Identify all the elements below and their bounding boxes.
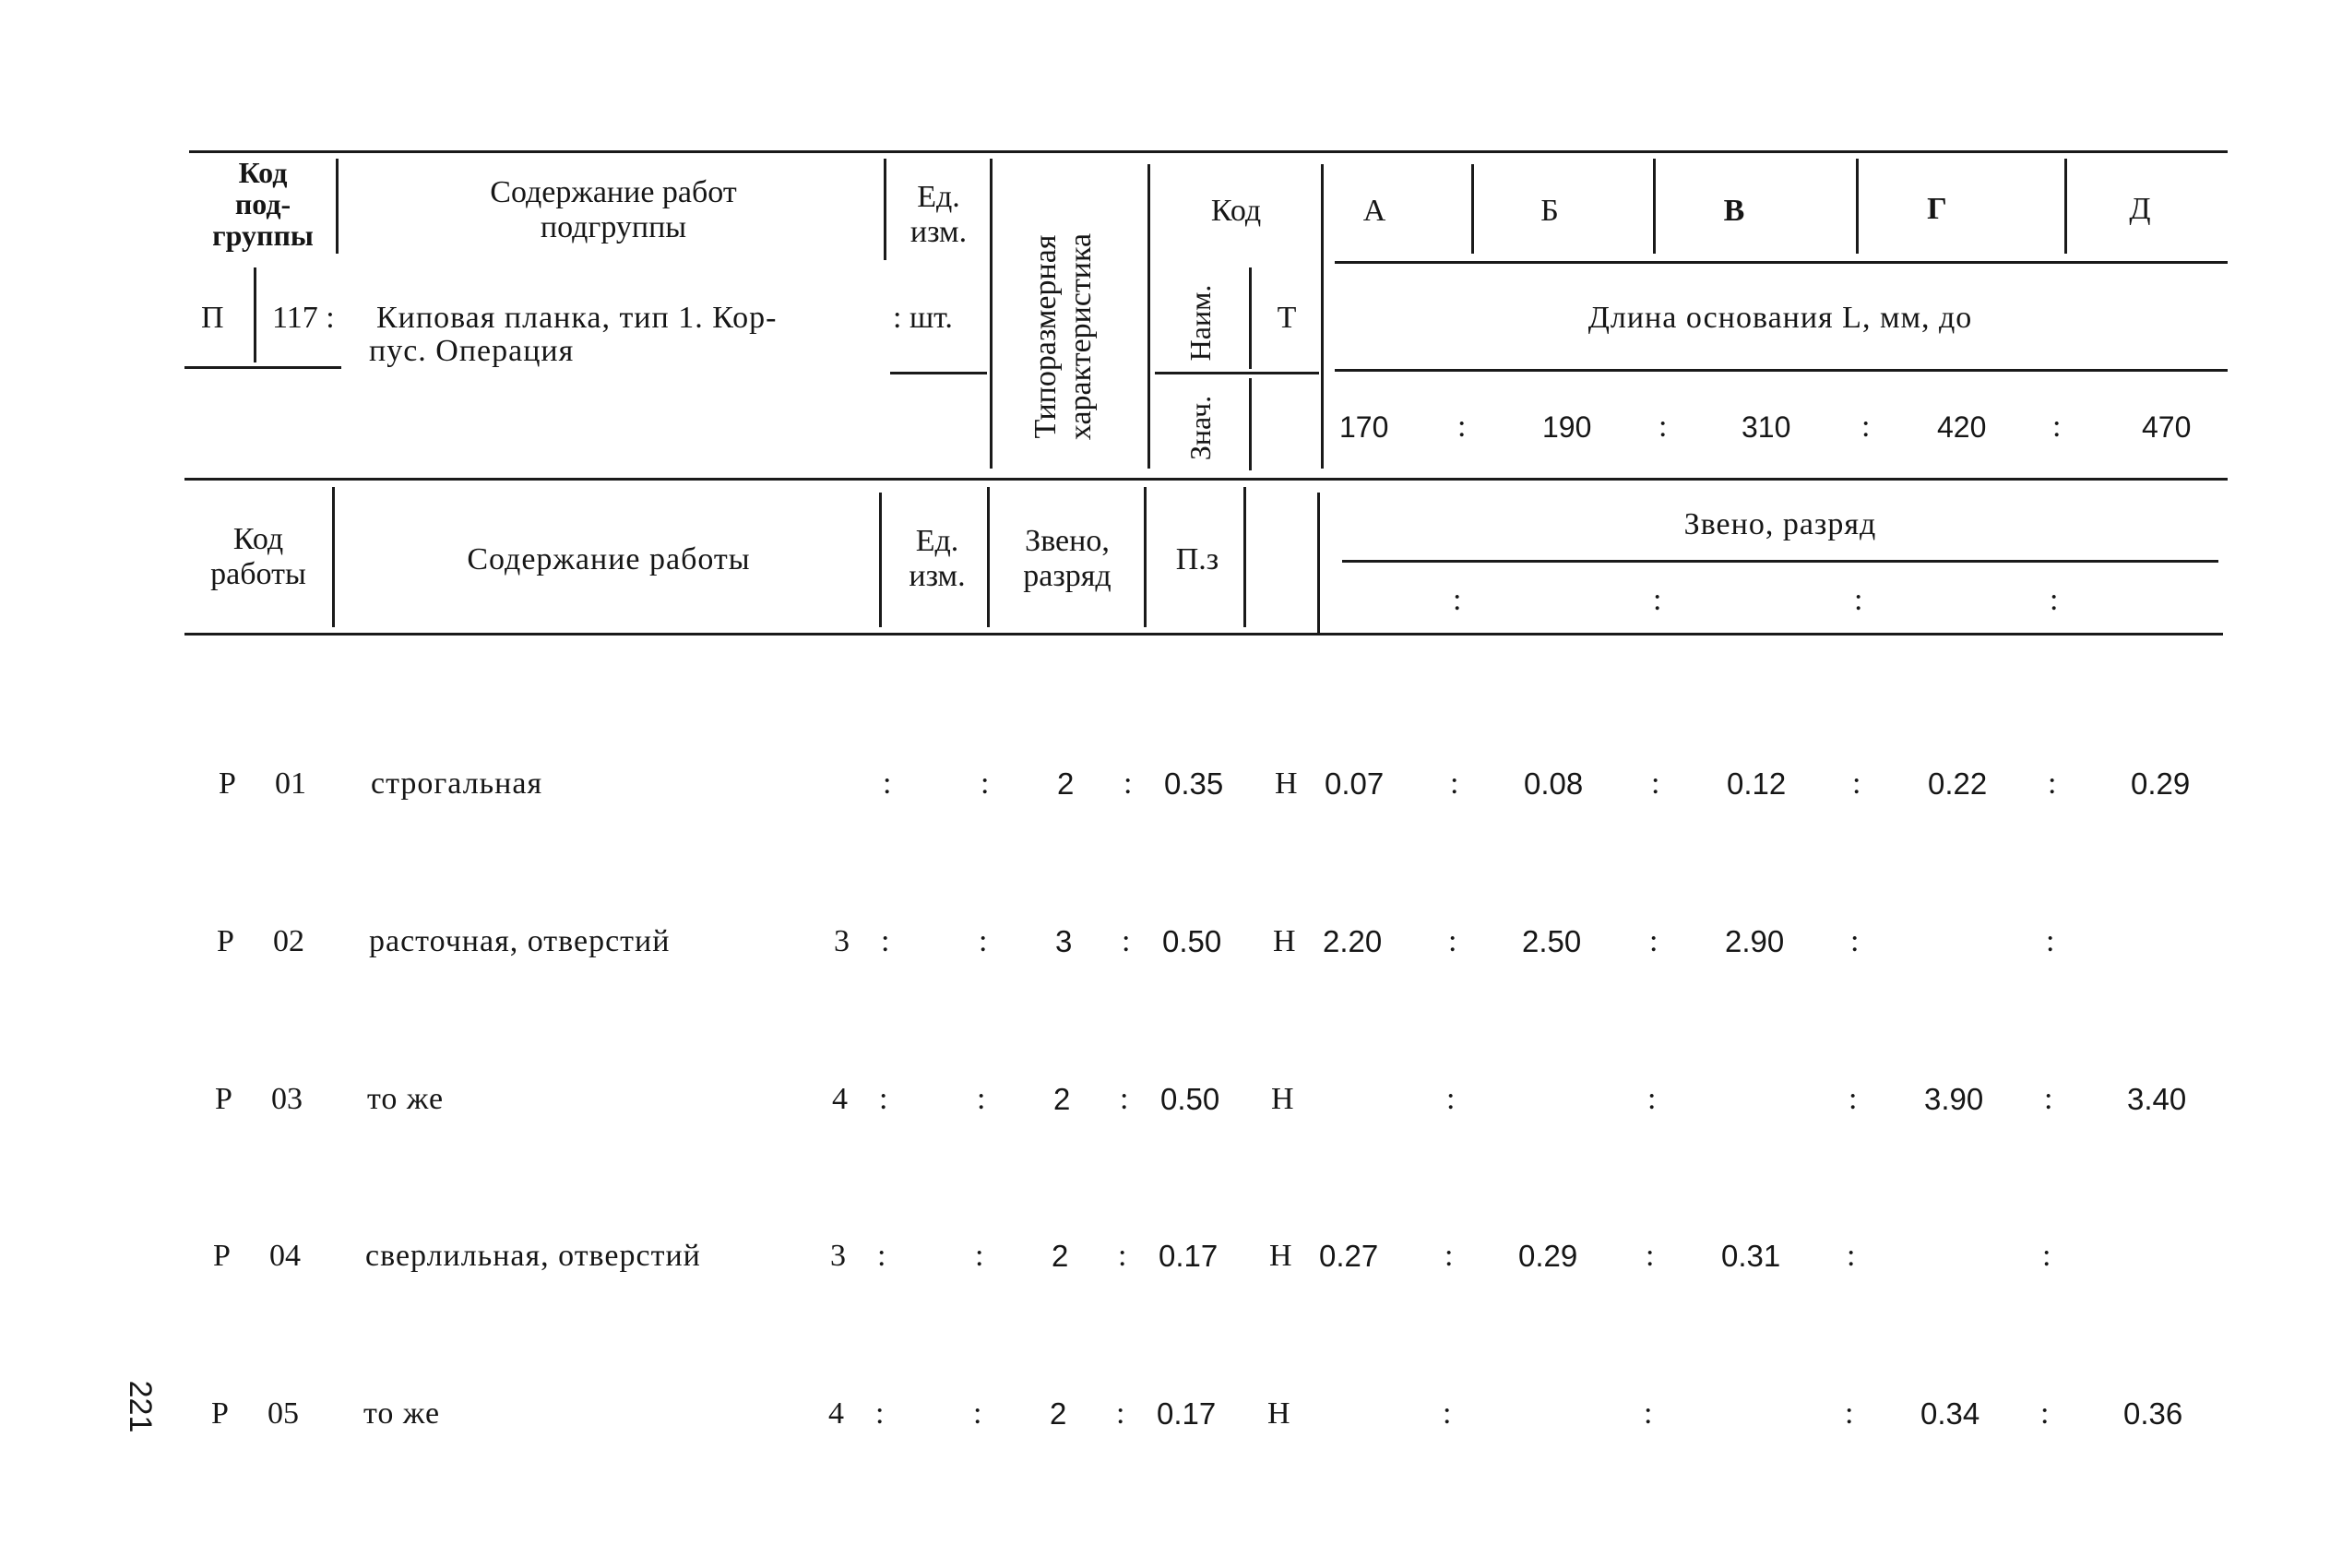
row-sep: : bbox=[1852, 766, 1861, 801]
row-qty: 4 bbox=[828, 1396, 844, 1431]
row-sep: : bbox=[1647, 1082, 1657, 1116]
v-kod-right bbox=[1321, 164, 1324, 469]
row-zveno: 2 bbox=[1052, 1239, 1069, 1273]
row-name: то же bbox=[363, 1396, 441, 1431]
row-code: 03 bbox=[271, 1082, 303, 1116]
row-d: 0.36 bbox=[2123, 1396, 2183, 1431]
v-v-sep bbox=[1856, 159, 1859, 254]
row-n: Н bbox=[1269, 1239, 1292, 1273]
row-v: 0.31 bbox=[1721, 1239, 1781, 1273]
letter-d: Д bbox=[2129, 192, 2151, 226]
zveno-razryad-line2: разряд bbox=[1023, 559, 1112, 593]
value-a: 170 bbox=[1339, 410, 1389, 444]
ed-izm-header bbox=[890, 180, 987, 250]
row-sep: : bbox=[1849, 1082, 1858, 1116]
row-p: Р bbox=[211, 1396, 229, 1431]
row-sep: : bbox=[2040, 1396, 2050, 1431]
v-sub-empty bbox=[1317, 493, 1320, 633]
row-a: 2.20 bbox=[1323, 924, 1383, 958]
sub-ed-izm-line1: Ед. bbox=[915, 524, 959, 558]
row-sep: : bbox=[1123, 766, 1133, 801]
v-a-sep bbox=[1471, 164, 1474, 254]
row-sep: : bbox=[1444, 1239, 1454, 1273]
row-sep: : bbox=[1850, 924, 1860, 958]
row-sep: : bbox=[2042, 1239, 2051, 1273]
row-zveno: 2 bbox=[1057, 766, 1075, 801]
row-sep: : bbox=[973, 1396, 982, 1431]
row-sep: : bbox=[2044, 1082, 2053, 1116]
top-rule bbox=[189, 150, 2228, 153]
sep-bv: : bbox=[1658, 410, 1668, 444]
v-znach-sep bbox=[1249, 378, 1252, 470]
row-g: 3.90 bbox=[1924, 1082, 1984, 1116]
v-sub-kod bbox=[332, 487, 335, 627]
subheader-bottom-rule bbox=[184, 633, 2223, 636]
rule-under-naim bbox=[1155, 372, 1319, 374]
value-g: 420 bbox=[1937, 410, 1987, 444]
sep-ab: : bbox=[1457, 410, 1467, 444]
row-sep: : bbox=[1847, 1239, 1856, 1273]
v-sub-soderzh bbox=[879, 493, 882, 627]
row-pz: 0.50 bbox=[1160, 1082, 1220, 1116]
row-qty: 3 bbox=[834, 924, 850, 958]
row-sep: : bbox=[1644, 1396, 1653, 1431]
row-d: 3.40 bbox=[2127, 1082, 2187, 1116]
row-sep: : bbox=[881, 924, 890, 958]
tiporazmernaya-header bbox=[1028, 189, 1112, 484]
sub-sep-2: : bbox=[1653, 583, 1662, 617]
ed-izm-line2: изм. bbox=[909, 215, 968, 249]
row-sep: : bbox=[1448, 924, 1457, 958]
sub-ed-izm-header bbox=[887, 524, 987, 594]
p-label: П bbox=[201, 301, 224, 335]
value-v: 310 bbox=[1742, 410, 1791, 444]
unit-label: : шт. bbox=[893, 301, 953, 335]
rule-under-letters bbox=[1335, 261, 2228, 264]
zveno-razryad-header bbox=[993, 524, 1142, 594]
row-sep: : bbox=[1116, 1396, 1125, 1431]
kod-raboty-header bbox=[189, 522, 327, 592]
v-ed-sep bbox=[990, 159, 993, 469]
row-sep: : bbox=[1646, 1239, 1655, 1273]
subheader-mid-rule bbox=[1342, 560, 2218, 563]
row-code: 02 bbox=[273, 924, 304, 958]
soderzhanie-raboty-header: Содержание работы bbox=[467, 542, 751, 576]
row-pz: 0.17 bbox=[1159, 1239, 1219, 1273]
value-d: 470 bbox=[2142, 410, 2192, 444]
rule-under-p117 bbox=[184, 366, 341, 369]
code-117-text: 117 bbox=[272, 301, 318, 335]
code-117: 117 : bbox=[272, 301, 335, 335]
row-sep: : bbox=[1443, 1396, 1452, 1431]
kod-podgruppy-line1: Код bbox=[238, 156, 288, 189]
sub-ed-izm-line2: изм. bbox=[909, 559, 966, 593]
naim-label: Наим. bbox=[1183, 284, 1217, 362]
kod-raboty-line1: Код bbox=[232, 522, 284, 556]
row-p: Р bbox=[215, 1082, 232, 1116]
title-line2: пус. Операция bbox=[369, 334, 575, 368]
sub-sep-1: : bbox=[1453, 583, 1462, 617]
row-a: 0.27 bbox=[1319, 1239, 1379, 1273]
row-n: Н bbox=[1275, 766, 1298, 801]
sep-gd: : bbox=[2052, 410, 2062, 444]
znach-label: Знач. bbox=[1183, 395, 1217, 461]
row-g: 0.34 bbox=[1920, 1396, 1980, 1431]
row-qty: 4 bbox=[832, 1082, 848, 1116]
row-zveno: 2 bbox=[1053, 1082, 1071, 1116]
v-sub-pz bbox=[1243, 487, 1246, 627]
row-p: Р bbox=[217, 924, 234, 958]
tiporazmernaya-line1: Типоразмерная bbox=[1028, 234, 1063, 439]
row-pz: 0.50 bbox=[1162, 924, 1222, 958]
row-code: 05 bbox=[267, 1396, 299, 1431]
title-line1: Киповая планка, тип 1. Кор- bbox=[376, 301, 778, 335]
row-sep: : bbox=[2048, 766, 2057, 801]
kod-header: Код bbox=[1210, 194, 1262, 228]
row-sep: : bbox=[875, 1396, 885, 1431]
row-zveno: 3 bbox=[1055, 924, 1073, 958]
v-p-sep bbox=[254, 267, 256, 362]
v-kod-sep bbox=[336, 159, 339, 254]
row-pz: 0.17 bbox=[1157, 1396, 1217, 1431]
row-sep: : bbox=[877, 1239, 886, 1273]
row-name: сверлильная, отверстий bbox=[365, 1239, 701, 1273]
v-b-sep bbox=[1653, 159, 1656, 254]
kod-raboty-line2: работы bbox=[210, 557, 306, 591]
t-label: Т bbox=[1277, 301, 1297, 335]
zveno-razryad-line1: Звено, bbox=[1025, 524, 1110, 558]
row-v: 2.90 bbox=[1725, 924, 1785, 958]
letter-b: Б bbox=[1540, 194, 1559, 228]
row-sep: : bbox=[977, 1082, 986, 1116]
row-name: то же bbox=[367, 1082, 445, 1116]
row-zveno: 2 bbox=[1050, 1396, 1067, 1431]
soderzhanie-line1: Содержание работ bbox=[490, 175, 737, 209]
v-soderzh-sep bbox=[884, 159, 886, 260]
row-b: 0.08 bbox=[1524, 766, 1584, 801]
rule-under-dlina bbox=[1335, 369, 2228, 372]
row-code: 04 bbox=[269, 1239, 301, 1273]
letter-v: В bbox=[1723, 194, 1745, 228]
row-a: 0.07 bbox=[1325, 766, 1385, 801]
page-number: 221 bbox=[123, 1380, 158, 1433]
row-name: расточная, отверстий bbox=[369, 924, 671, 958]
row-sep: : bbox=[1649, 924, 1658, 958]
row-sep: : bbox=[1450, 766, 1459, 801]
sep-vg: : bbox=[1861, 410, 1871, 444]
letter-g: Г bbox=[1927, 192, 1947, 226]
row-sep: : bbox=[1845, 1396, 1854, 1431]
zveno-razryad-right-header: Звено, разряд bbox=[1683, 507, 1877, 541]
sub-sep-3: : bbox=[1854, 583, 1863, 617]
tiporazmernaya-line2: характеристика bbox=[1064, 232, 1098, 441]
row-sep: : bbox=[1651, 766, 1660, 801]
row-b: 0.29 bbox=[1518, 1239, 1578, 1273]
row-n: Н bbox=[1273, 924, 1296, 958]
row-sep: : bbox=[2046, 924, 2055, 958]
row-code: 01 bbox=[275, 766, 306, 801]
row-pz: 0.35 bbox=[1164, 766, 1224, 801]
row-g: 0.22 bbox=[1928, 766, 1988, 801]
rule-under-unit bbox=[890, 372, 987, 374]
row-p: Р bbox=[213, 1239, 231, 1273]
v-tipo-sep bbox=[1147, 164, 1150, 469]
row-sep: : bbox=[979, 924, 988, 958]
row-n: Н bbox=[1271, 1082, 1294, 1116]
row-d: 0.29 bbox=[2131, 766, 2191, 801]
row-sep: : bbox=[981, 766, 990, 801]
soderzhanie-rabot-podgruppy-header bbox=[351, 175, 876, 245]
v-sub-ed bbox=[987, 487, 990, 627]
kod-podgruppy-header bbox=[194, 157, 332, 251]
row-sep: : bbox=[1446, 1082, 1456, 1116]
soderzhanie-line2: подгруппы bbox=[540, 210, 687, 244]
row-p: Р bbox=[219, 766, 236, 801]
row-name: строгальная bbox=[371, 766, 543, 801]
kod-podgruppy-line2: под- bbox=[234, 187, 291, 220]
unit-text: шт. bbox=[909, 301, 953, 335]
kod-podgruppy-line3: группы bbox=[212, 219, 314, 252]
dlina-osnovaniya-label bbox=[1337, 301, 2223, 336]
row-qty: 3 bbox=[830, 1239, 846, 1273]
pz-header: П.з bbox=[1175, 542, 1219, 576]
v-g-sep bbox=[2064, 159, 2067, 254]
row-v: 0.12 bbox=[1727, 766, 1787, 801]
row-sep: : bbox=[1122, 924, 1131, 958]
dlina-text: Длина основания L, мм, до bbox=[1587, 301, 1973, 335]
letter-a: А bbox=[1362, 194, 1386, 228]
row-n: Н bbox=[1267, 1396, 1290, 1431]
row-sep: : bbox=[1118, 1239, 1127, 1273]
value-b: 190 bbox=[1542, 410, 1592, 444]
sub-sep-4: : bbox=[2050, 583, 2059, 617]
v-sub-zveno bbox=[1144, 487, 1147, 627]
row-sep: : bbox=[1120, 1082, 1129, 1116]
row-sep: : bbox=[975, 1239, 984, 1273]
row-sep: : bbox=[879, 1082, 888, 1116]
ed-izm-line1: Ед. bbox=[917, 180, 960, 214]
row-b: 2.50 bbox=[1522, 924, 1582, 958]
row-sep: : bbox=[883, 766, 892, 801]
v-naim-sep bbox=[1249, 267, 1252, 369]
